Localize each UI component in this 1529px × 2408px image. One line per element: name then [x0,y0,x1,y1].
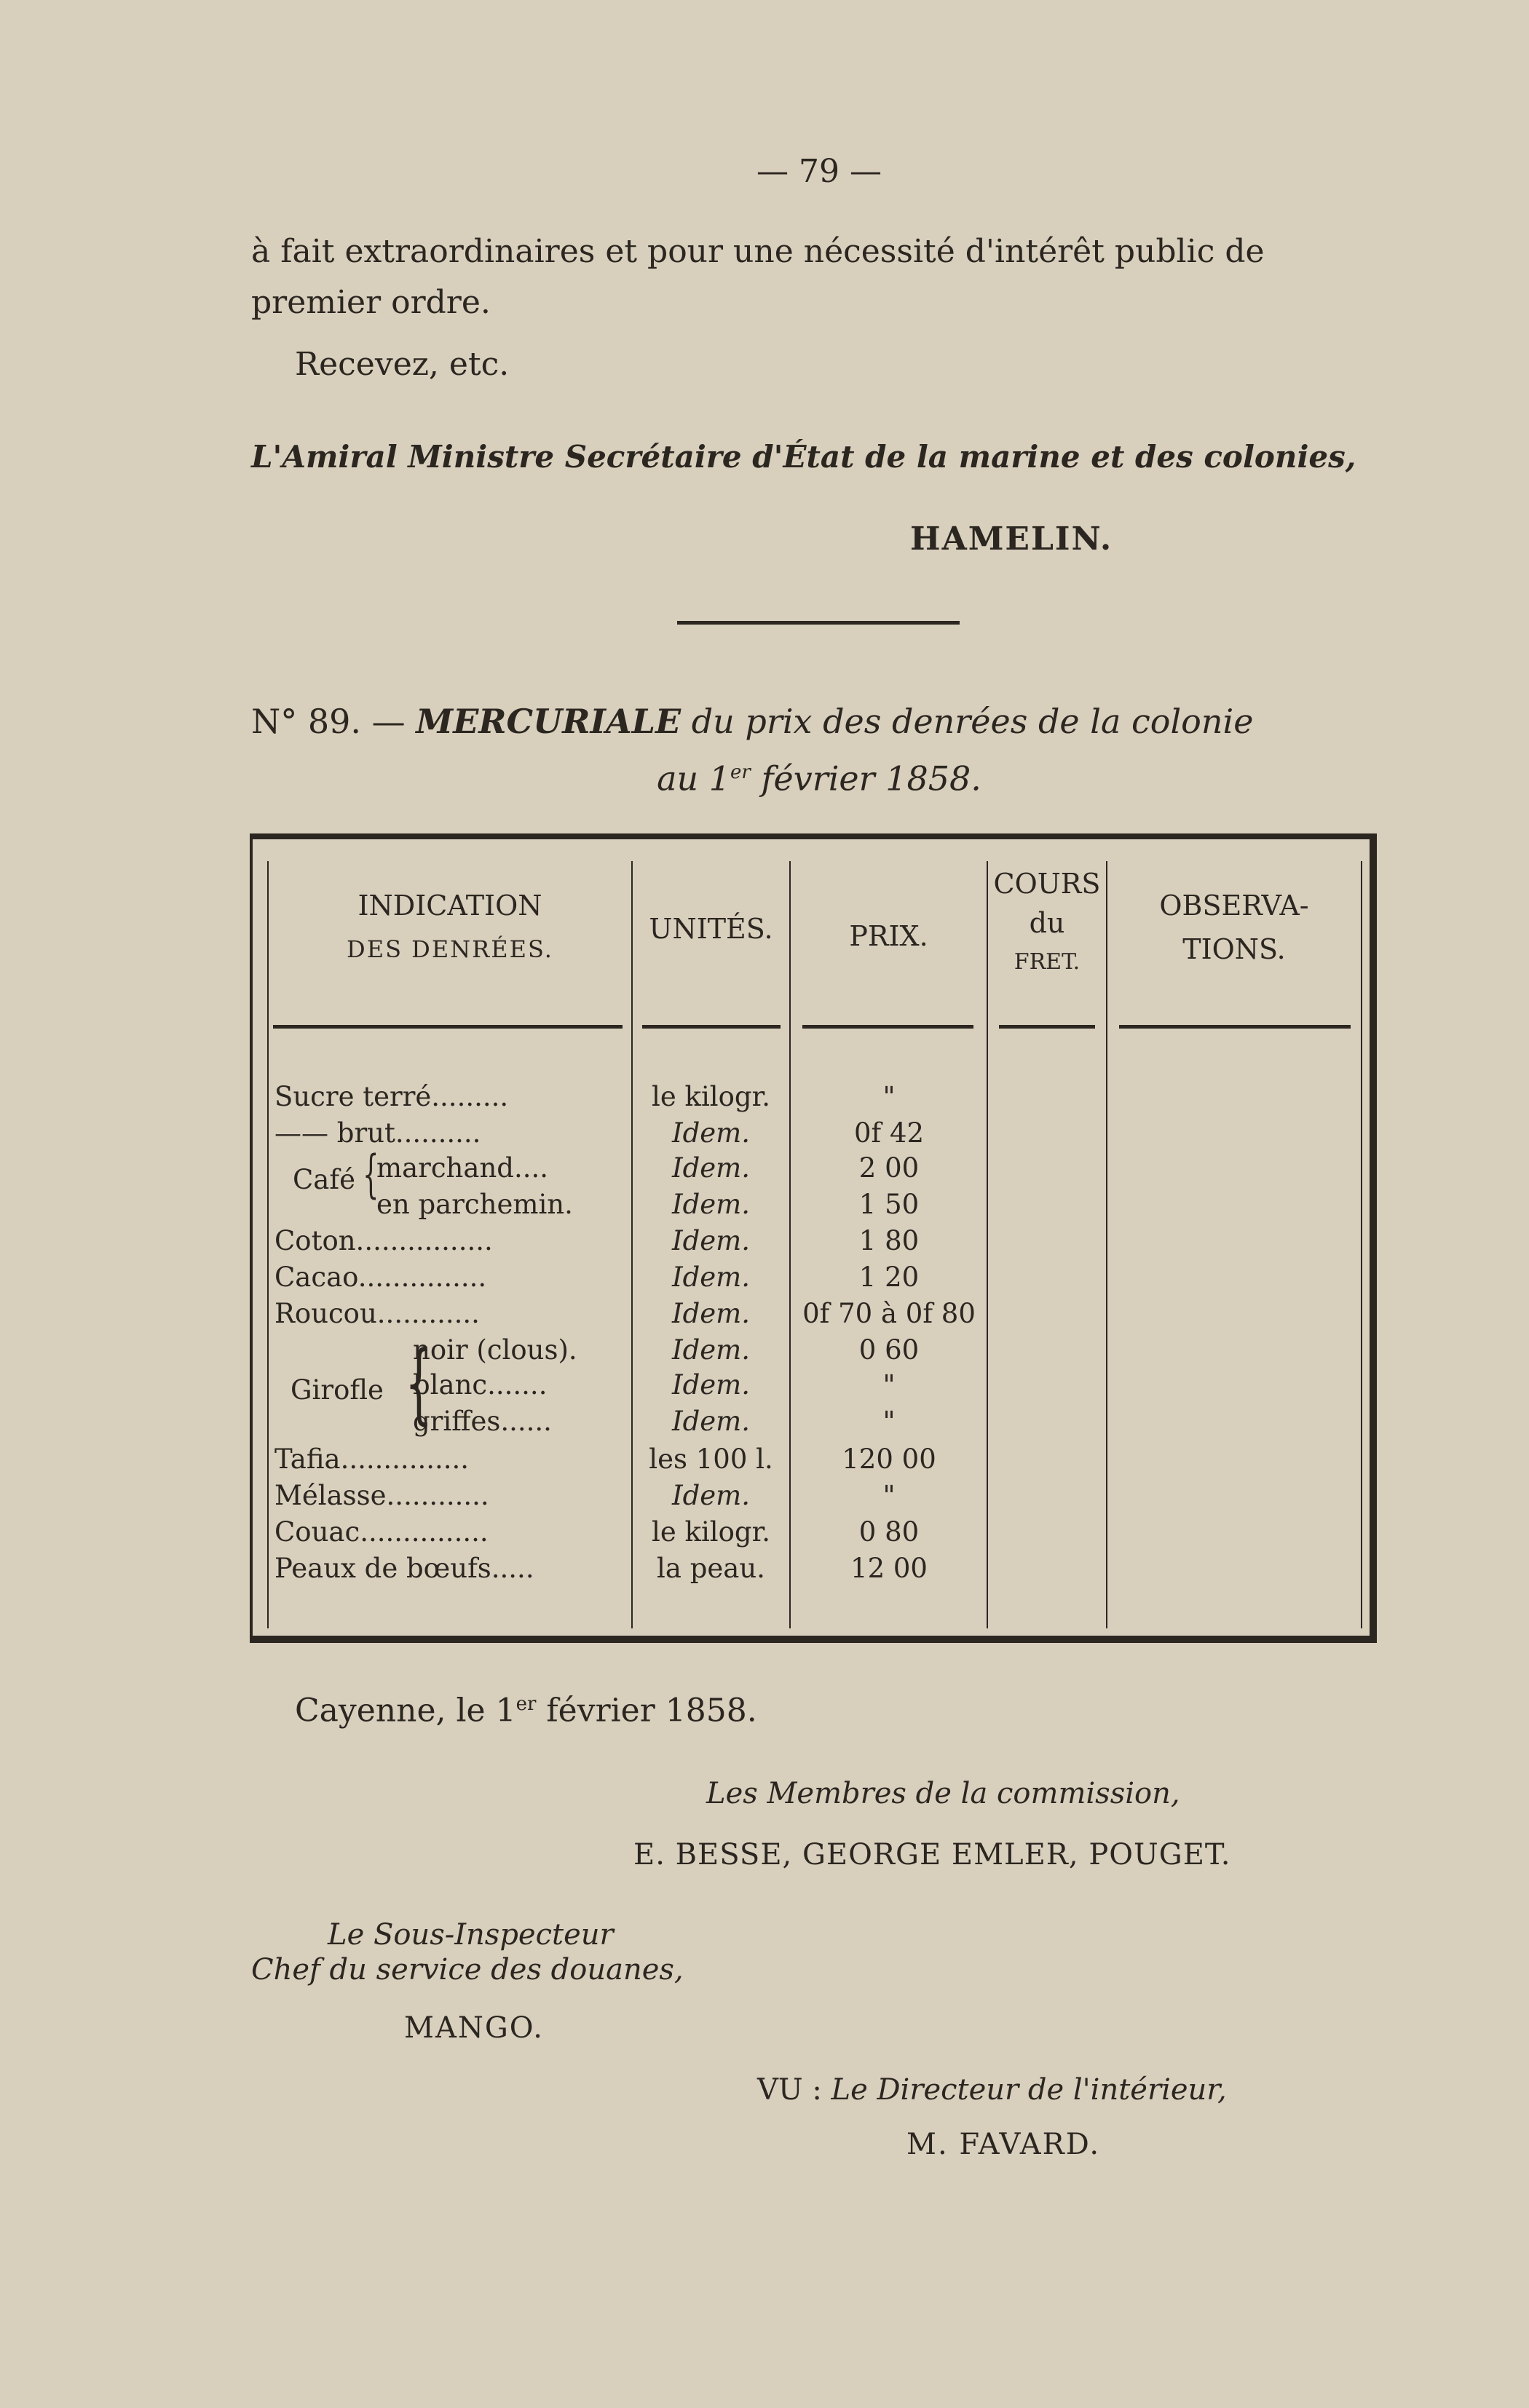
place-date [295,1685,757,1730]
document-heading-line2 [251,753,1387,797]
heading-date-sup: er [730,761,751,783]
header-cours-line2: du [1029,907,1065,939]
document-heading [251,702,1387,740]
mercuriale-table [250,833,1377,1643]
inspector-title-line1: Le Sous-Inspecteur [328,1918,614,1952]
signatory-name: HAMELIN. [910,520,1113,558]
cell-unit: le kilogr. [652,1081,770,1112]
place-date-sup: er [515,1693,537,1715]
cell-product: Couac............... [274,1516,489,1548]
cell-unit: Idem. [671,1262,751,1293]
cell-unit: Idem. [671,1225,751,1256]
header-rule [642,1025,781,1029]
cell-price: 12 00 [850,1553,928,1584]
commission-names: E. BESSE, GEORGE EMLER, POUGET. [633,1838,1231,1872]
intro-line-2: premier ordre. [251,284,491,321]
place-date-rest: février 1858. [536,1692,757,1730]
cell-product: Roucou............ [274,1298,480,1329]
place-date-prefix: Cayenne, le 1 [295,1692,516,1730]
header-indication-line1: INDICATION [357,890,542,922]
header-indication [269,889,631,966]
inspector-name: MANGO. [404,2011,544,2045]
cell-price: 0f 42 [853,1117,925,1149]
cell-unit: le kilogr. [652,1516,770,1548]
header-unites: UNITÉS. [649,913,773,945]
column-divider [1106,861,1107,1628]
cell-price: 0 80 [858,1516,920,1548]
header-cours-du-fret [988,867,1106,979]
cell-unit: Idem. [671,1369,751,1401]
cell-price: " [882,1406,896,1437]
heading-title-rest: du prix des denrées de la colonie [691,702,1254,741]
header-prix: PRIX. [849,920,928,952]
cell-unit: Idem. [671,1298,751,1329]
cell-product: Coton................ [274,1225,493,1256]
page-number: — 79 — [756,153,882,190]
commission-title: Les Membres de la commission, [706,1777,1180,1810]
brace-cafe: { [363,1144,379,1204]
heading-date-rest: février 1858. [750,759,981,799]
cell-price: " [882,1369,896,1401]
header-observations [1107,889,1361,966]
cell-unit: la peau. [657,1553,765,1584]
cell-unit: Idem. [671,1334,751,1366]
intro-line-1: à fait extraordinaires et pour une nécessité d'intérêt public de [251,233,1265,270]
header-rule [802,1025,973,1029]
cell-product: Mélasse............ [274,1480,489,1511]
group-label-girofle: Girofle [291,1374,384,1406]
closing-formula: Recevez, etc. [295,346,510,383]
cell-unit: les 100 l. [649,1443,773,1475]
header-indication-line2: DES DENRÉES. [347,935,553,963]
cell-product: noir (clous). [413,1334,577,1366]
vu-title: Le Directeur de l'intérieur, [831,2073,1227,2107]
cell-product: griffes...... [413,1406,552,1437]
separator-rule [677,621,960,625]
cell-price: 1 50 [858,1189,920,1220]
cell-product: —— brut.......... [274,1117,481,1149]
cell-product: Peaux de bœufs..... [274,1553,534,1584]
cell-unit: Idem. [671,1480,751,1511]
header-rule [273,1025,623,1029]
cell-price: 0 60 [858,1334,920,1366]
header-rule [999,1025,1095,1029]
vu-line [757,2071,1227,2109]
cell-unit: Idem. [671,1406,751,1437]
cell-unit: Idem. [671,1152,751,1184]
cell-price: 1 80 [858,1225,920,1256]
vu-name: M. FAVARD. [906,2128,1101,2161]
cell-product: Tafia............... [274,1443,470,1475]
signatory-title: L'Amiral Ministre Secrétaire d'État de la marine et des colonies, [251,439,1356,475]
header-observations-line2: TIONS. [1182,933,1286,965]
heading-number: N° 89. — [251,702,406,741]
cell-price: 120 00 [842,1443,936,1475]
brace-girofle: { [405,1333,433,1434]
group-label-cafe: Café [293,1164,355,1195]
cell-price: " [882,1480,896,1511]
header-cours-line3: FRET. [1014,949,1080,975]
column-divider [1361,861,1362,1628]
cell-product: Sucre terré......... [274,1081,509,1112]
cell-product: Cacao............... [274,1262,487,1293]
inspector-title-line2: Chef du service des douanes, [251,1953,684,1987]
cell-unit: Idem. [671,1189,751,1220]
header-cours-line1: COURS [993,868,1101,900]
cell-price: 0f 70 à 0f 80 [802,1298,976,1329]
cell-price: 2 00 [858,1152,920,1184]
cell-product: marchand.... [376,1152,549,1184]
header-rule [1119,1025,1351,1029]
cell-unit: Idem. [671,1117,751,1149]
column-divider [267,861,269,1628]
vu-label: VU : [757,2073,822,2107]
cell-product: en parchemin. [376,1189,573,1220]
header-observations-line1: OBSERVA- [1159,890,1309,922]
heading-title-caps: MERCURIALE [416,702,681,741]
heading-date-prefix: au 1 [657,759,731,799]
cell-product: blanc....... [413,1369,548,1401]
cell-price: " [882,1081,896,1112]
cell-price: 1 20 [858,1262,920,1293]
